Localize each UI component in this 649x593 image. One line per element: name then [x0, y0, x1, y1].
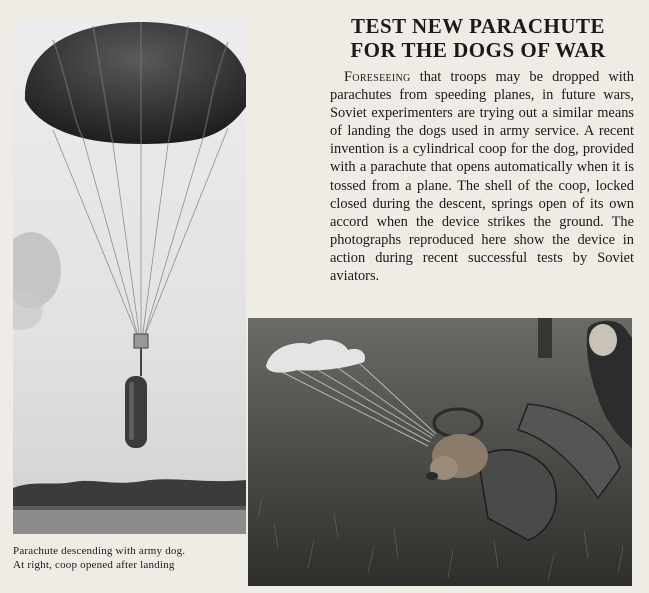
coop-opened-image	[248, 318, 632, 586]
photo-caption	[13, 544, 245, 572]
article-body	[330, 68, 634, 285]
photo-coop-opened	[248, 318, 632, 586]
article-body-text: that troops may be dropped with parachutes from speeding planes, in future wars, Soviet experimenters are trying out a similar means of landing the dogs used in army service. A recent invention is a cylindrical coop for the dog, provided with a parachute that opens automatically when it is tossed from a plane. The shell of the coop, locked closed during the descent, springs open of its own accord when the device strikes the ground. The photographs reproduced here show the device in action during recent successful tests by Soviet aviators.	[330, 69, 634, 285]
lead-word: Foreseeing	[344, 69, 411, 85]
headline	[318, 14, 638, 62]
caption-line-1: Parachute descending with army dog.	[13, 545, 186, 557]
parachute-descending-image	[13, 20, 246, 534]
caption-line-2: At right, coop opened after landing	[13, 559, 175, 571]
headline-line-1: TEST NEW PARACHUTE	[350, 14, 606, 38]
photo-parachute-descending	[13, 20, 246, 534]
headline-line-2: FOR THE DOGS OF WAR	[350, 38, 606, 62]
